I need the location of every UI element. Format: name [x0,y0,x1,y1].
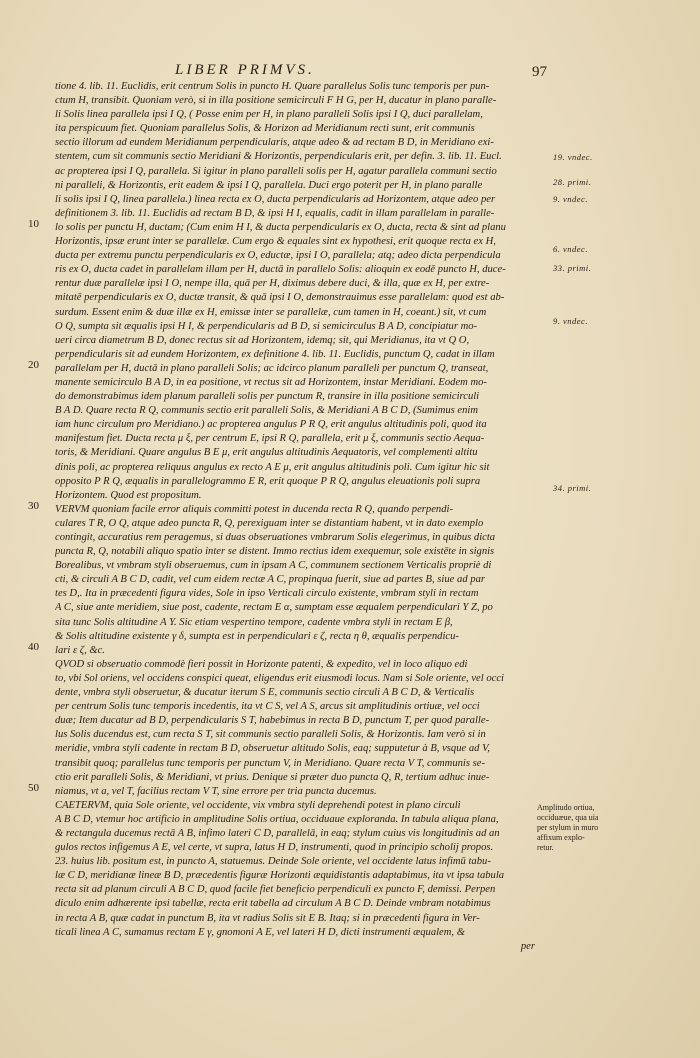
text-line: lari ε ζ, &c. [55,644,105,656]
text-line: li solis ipsi I Q, linea parallela.) linea recta ex O, ducta perpendicularis ad Horizontem, atque adeo per [55,193,496,205]
page-number: 97 [532,64,547,80]
text-line: recta sit ad planum circuli A B C D, quod facile fiet beneficio perpendiculi ex puncto F, demissi. Perpen [55,884,496,896]
text-line: stentem, cum sit communis sectio Meridiani & Horizontis, perpendicularis erit, per defin. 3. lib. 11. Eucl. [55,151,502,163]
text-line: ris ex O, ducta cadet in parallelam illam per H, ductā in parallelo Solis: alioquin ex eodē puncto H, duce- [55,264,506,276]
text-line: definitionem 3. lib. 11. Euclidis ad rectam B D, & ipsi H I, equalis, cadit in illam parallelam in paralle- [55,207,495,219]
line-number-30: 30 [28,500,39,512]
line-number-50: 50 [28,782,39,794]
text-line: do demonstrabimus idem planum paralleli solis per punctum R, transire in illa positione semicirculi [55,391,480,403]
text-line: tes D,. Ita in præcedenti figura vides, Sole in ipso Verticali circulo existente, vmbram styli in rectam [55,588,479,600]
text-line: per centrum Solis tunc temporis incedentis, ita vt C S, vel A S, arcus sit amplitudinis ortiuæ, vel occi [55,701,480,713]
text-line: ni paralleli, & Horizontis, erit eadem & ipsi I Q, parallela. Duci ergo poterit per H, in plano paralle [55,179,483,191]
text-line: toris, & Meridiani. Quare angulus B E μ, erit angulus altitudinis Aequatoris, vel complementi altitu [55,447,478,459]
margin-ref: 6. vndec. [553,244,588,254]
margin-ref: 19. vndec. [553,152,593,162]
line-number-40: 40 [28,641,39,653]
text-line: CAETERVM, quia Sole oriente, vel occidente, vix vmbra styli deprehendi potest in plano circuli [55,799,461,811]
margin-ref: 33. primi. [553,263,592,273]
text-line: Horizontis, ipsæ erunt inter se parallelæ. Cum ergo & equales sint ex hypothesi, erit quoque recta ex H, [55,236,496,248]
text-line: ctum H, transibit. Quoniam verò, si in illa positione semicirculi F H G, per H, ducatur in plano paralle- [55,95,497,107]
text-line: læ C D, meridianæ lineæ B D, præcedentis figuræ Horizonti æquidistantis adaptabimus, ita vt ipsa tabula [55,870,505,882]
text-line: puncta R, Q, notabili aliquo spatio inter se distent. Immo rectius idem exequemur, sole existēte in signis [55,546,495,558]
text-line: A B C D, vtemur hoc artificio in amplitudine Solis ortiua, occiduaue exploranda. In tabula aliqua plana, [55,813,499,825]
text-line: sectio illorum ad eundem Meridianum perpendicularis, atque adeo & ad rectam B D, in Meridiano exi- [55,137,494,149]
text-line: duæ; Item ducatur ad B D, perpendicularis S T, habebimus in recta B D, punctum T, per quod paralle- [55,715,490,727]
text-line: ac propterea ipsi I Q, parallela. Si igitur in plano paralleli solis per H, agatur parallela communi sectio [55,165,497,177]
text-line: B A D. Quare recta R Q, communis sectio erit paralleli Solis, & Meridiani A B C D, (Sumimus enim [55,405,479,417]
text-line: mitatē perpendicularis ex O, ductæ transit, & quā ipsi I O, demonstrauimus esse parallelam: quod est ab- [55,292,505,304]
text-line: ita perspicuum fiet. Quoniam parallelus Solis, & Horizon ad Meridianum recti sunt, erit communis [55,123,475,135]
text-line: tione 4. lib. 11. Euclidis, erit centrum Solis in puncto H. Quare parallelus Solis tunc temporis per pun- [55,81,490,92]
line-number-20: 20 [28,359,39,371]
text-line: Borealibus, vt vmbram styli obseruemus, cum in ipsam A C, communem sectionem Verticalis propriè di [55,560,492,572]
text-line: ueri circa diametrum B D, donec rectus sit ad Horizontem, idemq; sit, qui Meridianus, ita vt Q O, [55,334,470,346]
text-line: per [520,940,535,952]
text-block [55,80,535,954]
text-line: surdum. Essent enim & duæ illæ ex H, emissæ inter se parallelæ, cum tamen in H, coeant.) sit, vt cum [55,306,487,318]
text-line: lo solis per punctu H, ductam; (Cum enim H I, & ducta perpendicularis ex O, ducta, recta & sint ad planu [55,221,506,233]
text-line: meridie, vmbra styli cadente in rectam B D, obseruetur altitudo Solis, eaq; supputetur à B, vsque ad V, [55,743,490,755]
margin-note: Amplitudo ortiua, occiduæue, qua uia per stylum in muro affixum explo-retur. [537,803,599,852]
text-line: lus Solis ducendus est, cum recta S T, sit communis sectio paralleli Solis, & Horizontis. Iam verò si in [55,729,486,741]
text-line: parallelam per H, ductā in plano paralleli Solis; ac idcirco planum paralleli per punctum Q, transeat, [55,362,489,374]
text-line: 23. huius lib. positum est, in puncto A, statuemus. Deinde Sole oriente, vel occidente latus infimū tabu- [55,856,491,868]
text-line: manente semicirculo B A D, in ea positione, vt rectus sit ad Horizontem, instar Meridiani. Eodem mo- [55,376,487,388]
text-line: manifestum fiet. Ducta recta μ ξ, per centrum E, ipsi R Q, parallela, erit μ ξ, communis sectio Aequa- [55,433,485,445]
text-line: to, vbi Sol oriens, vel occidens conspici queat, eligendus erit eiusmodi locus. Nam si Sole oriente, vel occi [55,672,504,684]
text-line: & Solis altitudine existente γ δ, sumpta est in perpendiculari ε ζ, recta η θ, æqualis perpendicu- [55,630,459,642]
text-line: ducta per extremu punctu perpendicularis ex O, eductæ, ipsi I O, parallela; atq; adeo dicta perpendicula [55,250,501,262]
text-line: culares T R, O Q, atque adeo puncta R, Q, perexiguam inter se distantiam habent, vt in dato exemplo [55,517,484,529]
text-line: opposito P R Q, æqualis in parallelogrammo E R, erit quoque P R Q, angulus eleuationis poli supra [55,475,481,487]
text-line: diculo enim adhærente ipsi tabellæ, recta erit tabella ad circulum A B C D. Deinde vmbram notabimus [55,898,491,910]
text-line: O Q, sumpta sit æqualis ipsi H I, & perpendicularis ad B D, si semicirculus B A D, concipiatur mo- [55,320,478,332]
text-line: & rectangula ducemus rectā A B, infimo lateri C D, parallelā, in eaq; stylum cuius vis longitudinis ad an [55,827,500,839]
margin-ref: 34. primi. [553,483,592,493]
text-line: li Solis linea parallela ipsi I Q, ( Posse enim per H, in plano paralleli Solis ipsi I Q, duci parallelam, [55,109,483,121]
text-line: Horizontem. Quod est propositum. [55,489,202,501]
text-line: in recta A B, quæ cadat in punctum B, ita vt radius Solis sit E B. Itaq; si in præcedenti figura in Ver- [55,912,480,924]
text-line: iam hunc circulum pro Meridiano.) ac propterea angulus P R Q, erit angulus altitudinis poli, quod ita [55,419,487,431]
text-line: ctio erit paralleli Solis, & Meridiani, vt prius. Denique si præter duo puncta Q, R, tertium adhuc inue- [55,771,490,783]
text-line: niamus, vt a, vel T, facilius rectam V T, sine errore per tria puncta ducemus. [55,785,377,797]
text-line: perpendicularis sit ad eundem Horizontem, ex definitione 4. lib. 11. Euclidis, punctum Q, cadat in illam [55,348,495,360]
margin-ref: 9. vndec. [553,194,588,204]
text-line: rentur duæ parallelæ ipsi I O, nempe illa, quā per H, diximus debere duci, & illa, quæ ex H, per extre- [55,278,490,290]
text-line: cti, & circuli A B C D, cadit, vel cum eidem rectæ A C, propinqua fuerit, siue ad partes B, siue ad par [55,574,485,586]
text-line: dinis poli, ac propterea reliquus angulus ex recto A E μ, erit angulus altitudinis poli. Cum igitur hic sit [55,461,490,473]
margin-ref: 28. primi. [553,177,592,187]
line-number-10: 10 [28,218,39,230]
text-line: transibit quoq; parallelus tunc temporis per punctum V, in Meridiano. Quare recta V T, communis se- [55,757,485,769]
running-header: LIBER PRIMVS. [175,62,315,78]
text-line: VERVM quoniam facile error aliquis committi potest in ducenda recta R Q, quando perpendi- [55,503,453,515]
text-line: ticali linea A C, sumamus rectam E γ, gnomoni A E, vel lateri H D, dicti instrumenti æqualem, & [55,926,465,938]
text-line: dente, vmbra styli obseruetur, & ducatur iterum S E, communis sectio circuli A B C D, & Verticalis [55,687,475,699]
text-line: contingit, accuratius rem peragemus, si duas obseruationes vmbrarum Solis elegerimus, in quibus dicta [55,532,496,543]
text-line: A C, siue ante meridiem, siue post, cadente, rectam E α, sumptam esse æqualem perpendiculari Y Z, po [55,602,493,614]
margin-ref: 9. vndec. [553,316,588,326]
text-line: QVOD si obseruatio commodè fieri possit in Horizonte patenti, & expedito, vel in loco aliquo edi [55,658,468,670]
text-line: sita tunc Solis altitudine A Y. Sic etiam vespertino tempore, cadente vmbra styli in rectam E β, [55,616,453,628]
text-line: gulos rectos infigemus A E, vel certe, vt supra, latus H D, instrumenti, quod in principio scholij propos. [55,842,494,854]
